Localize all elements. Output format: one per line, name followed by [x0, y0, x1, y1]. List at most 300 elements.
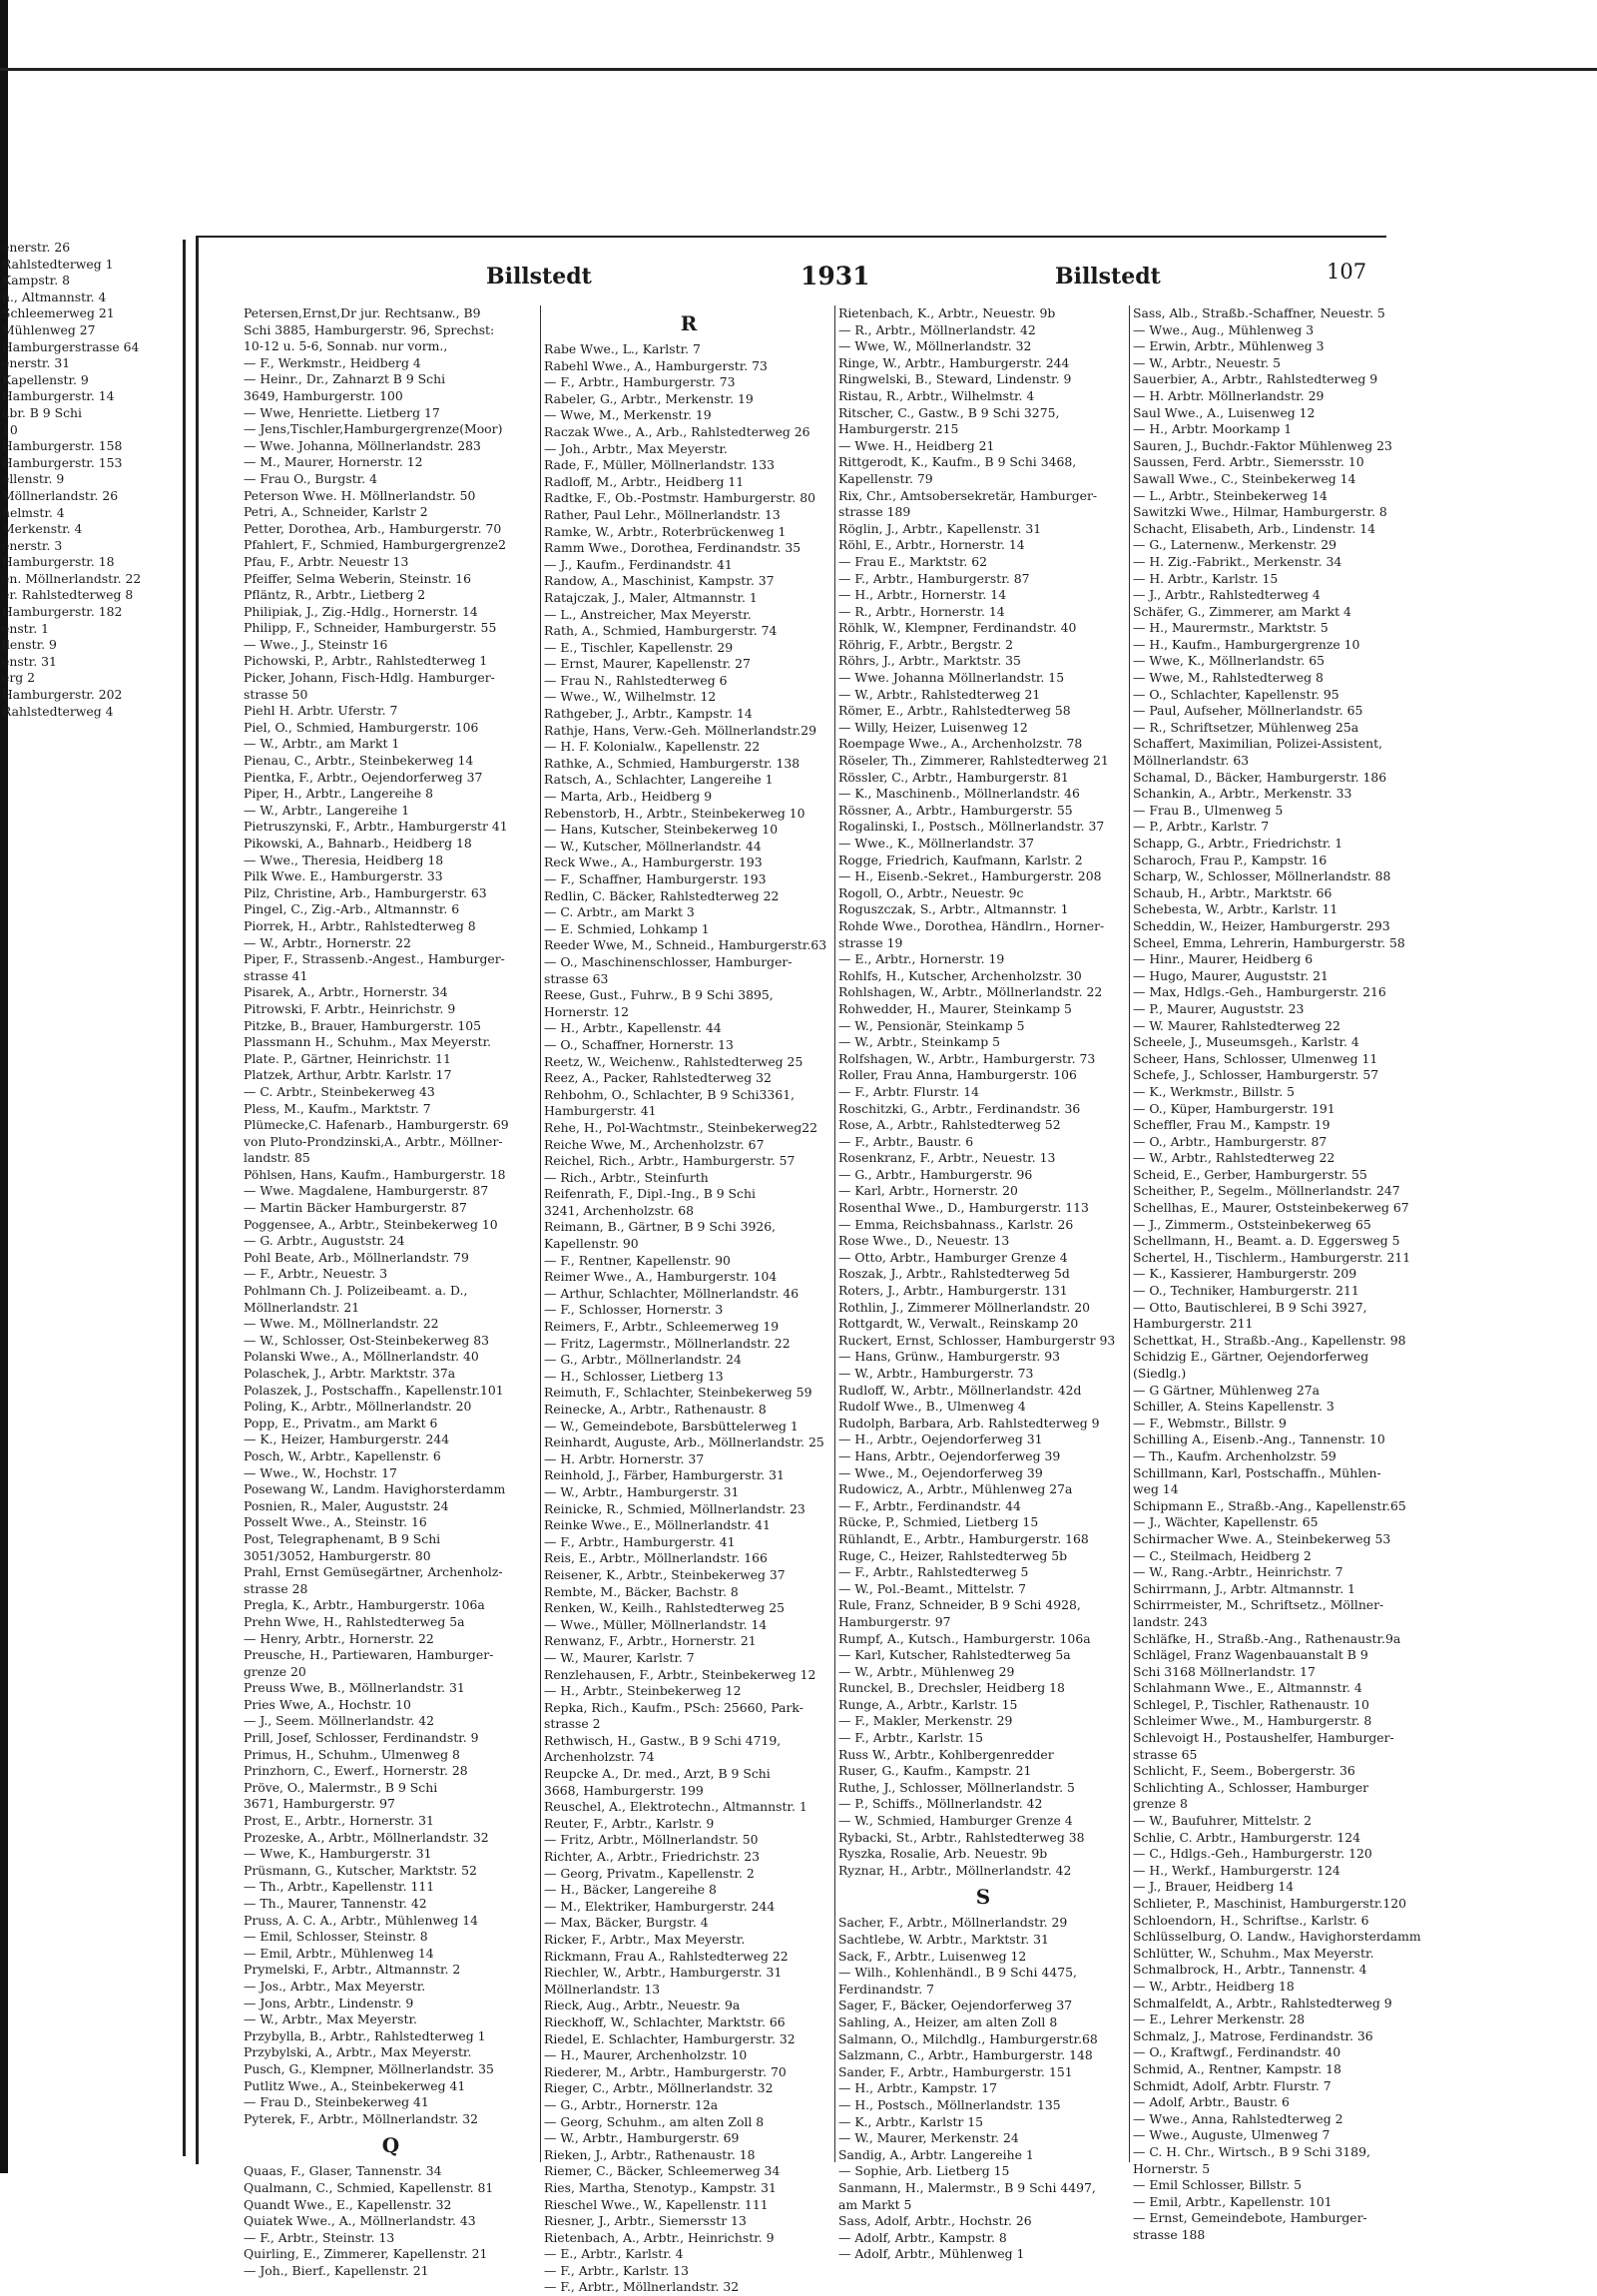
directory-entry: Rabeler, G., Arbtr., Merkenstr. 19: [544, 390, 754, 406]
directory-entry: Ringwelski, B., Steward, Lindenstr. 9: [838, 371, 1072, 387]
directory-entry: von Pluto-Prondzinski,A., Arbtr., Möllner-: [244, 1133, 503, 1149]
directory-entry: Sachtlebe, W. Arbtr., Marktstr. 31: [838, 1932, 1049, 1947]
directory-entry: Sawitzki Wwe., Hilmar, Hamburgerstr. 8: [1133, 504, 1387, 520]
directory-entry: landstr. 85: [244, 1150, 310, 1166]
directory-entry: — Otto, Arbtr., Hamburger Grenze 4: [838, 1249, 1068, 1265]
directory-entry: Poling, K., Arbtr., Möllnerlandstr. 20: [244, 1399, 472, 1415]
directory-entry: — Wwe., J., Steinstr 16: [244, 636, 388, 652]
directory-entry: Sandig, A., Arbtr. Langereihe 1: [838, 2146, 1034, 2162]
directory-entry: Ruthe, J., Schlosser, Möllnerlandstr. 5: [838, 1779, 1075, 1795]
directory-entry: — Otto, Bautischlerei, B 9 Schi 3927,: [1133, 1299, 1367, 1315]
directory-entry: Salmann, O., Milchdlg., Hamburgerstr.68: [838, 2030, 1098, 2046]
directory-entry: Schilling A., Eisenb.-Ang., Tannenstr. 10: [1133, 1432, 1385, 1447]
directory-entry: Radloff, M., Arbtr., Heidberg 11: [544, 473, 745, 489]
directory-entry: strasse 65: [1133, 1746, 1198, 1762]
directory-entry: Schlüsselburg, O. Landw., Havighorsterdamm: [1133, 1929, 1421, 1945]
directory-entry: — Wwe. Magdalene, Hamburgerstr. 87: [244, 1183, 489, 1199]
directory-entry: Przybylla, B., Arbtr., Rahlstedterweg 1: [244, 2027, 486, 2043]
directory-entry: Pitzke, B., Brauer, Hamburgerstr. 105: [244, 1017, 482, 1033]
directory-entry: Rybacki, St., Arbtr., Rahlstedterweg 38: [838, 1829, 1085, 1845]
directory-entry: — H., Arbtr. Moorkamp 1: [1133, 421, 1293, 437]
directory-entry: — Adolf, Arbtr., Mühlenweg 1: [838, 2246, 1025, 2262]
directory-entry: Reiche Wwe, M., Archenholzstr. 67: [544, 1136, 765, 1152]
directory-entry: — Th., Kaufm. Archenholzstr. 59: [1133, 1447, 1336, 1463]
directory-entry: — W., Arbtr., Max Meyerstr.: [244, 2011, 417, 2027]
directory-entry: Scheid, E., Gerber, Hamburgerstr. 55: [1133, 1166, 1367, 1182]
directory-entry: — W. Maurer, Rahlstedterweg 22: [1133, 1017, 1340, 1033]
directory-entry: Rose Wwe., D., Neuestr. 13: [838, 1233, 1010, 1249]
directory-entry: grenze 8: [1133, 1796, 1188, 1812]
directory-entry: Schefe, J., Schlosser, Hamburgerstr. 57: [1133, 1067, 1379, 1083]
directory-entry: — H. F. Kolonialw., Kapellenstr. 22: [544, 739, 761, 755]
directory-entry: — Ernst, Maurer, Kapellenstr. 27: [544, 656, 751, 672]
directory-entry: Reupcke A., Dr. med., Arzt, B 9 Schi: [544, 1766, 771, 1782]
directory-entry: — Wwe., Theresia, Heidberg 18: [244, 852, 444, 867]
directory-entry: Schlie, C. Arbtr., Hamburgerstr. 124: [1133, 1829, 1361, 1845]
directory-entry: — Henry, Arbtr., Hornerstr. 22: [244, 1630, 434, 1646]
directory-entry: — Emil Schlosser, Billstr. 5: [1133, 2177, 1302, 2193]
directory-entry: — Adolf, Arbtr., Baustr. 6: [1133, 2094, 1290, 2110]
directory-entry: — O., Schlachter, Kapellenstr. 95: [1133, 686, 1339, 702]
directory-entry: — Willy, Heizer, Luisenweg 12: [838, 719, 1028, 735]
directory-entry: — F., Rentner, Kapellenstr. 90: [544, 1252, 731, 1268]
directory-entry: Putlitz Wwe., A., Steinbekerweg 41: [244, 2077, 466, 2093]
directory-entry: Rudloff, W., Arbtr., Möllnerlandstr. 42d: [838, 1382, 1082, 1398]
directory-entry: 3649, Hamburgerstr. 100: [244, 387, 403, 403]
directory-entry: Schlieter, P., Maschinist, Hamburgerstr.120: [1133, 1896, 1406, 1911]
page-header: [199, 256, 1386, 299]
directory-entry: Plassmann H., Schuhm., Max Meyerstr.: [244, 1034, 492, 1050]
directory-entry: Rohlshagen, W., Arbtr., Möllnerlandstr. 22: [838, 984, 1103, 1000]
directory-entry: — Fritz, Arbtr., Möllnerlandstr. 50: [544, 1832, 759, 1848]
directory-entry: 3671, Hamburgerstr. 97: [244, 1796, 395, 1812]
directory-entry: — Hans, Grünw., Hamburgerstr. 93: [838, 1349, 1060, 1365]
directory-entry: Prehn Wwe, H., Rahlstedterweg 5a: [244, 1613, 465, 1629]
directory-entry: — G., Arbtr., Hornerstr. 12a: [544, 2096, 719, 2112]
directory-entry: 3051/3052, Hamburgerstr. 80: [244, 1547, 431, 1563]
directory-entry: — W., Gemeindebote, Barsbüttelerweg 1: [544, 1418, 798, 1434]
directory-entry: — Wwe, M., Rahlstedterweg 8: [1133, 670, 1324, 686]
directory-entry: Prüsmann, G., Kutscher, Marktstr. 52: [244, 1862, 477, 1878]
left-fragment-line: erg 2: [2, 670, 36, 686]
section-letter: R: [680, 311, 698, 335]
directory-entry: Runge, A., Arbtr., Karlstr. 15: [838, 1696, 1018, 1712]
page-number: 107: [1327, 260, 1367, 284]
directory-entry: Rather, Paul Lehr., Möllnerlandstr. 13: [544, 506, 781, 522]
directory-entry: Repka, Rich., Kaufm., PSch: 25660, Park-: [544, 1699, 803, 1715]
directory-entry: — F., Arbtr., Möllnerlandstr. 32: [544, 2279, 740, 2295]
directory-entry: Sahling, A., Heizer, am alten Zoll 8: [838, 2013, 1058, 2029]
directory-entry: Saul Wwe., A., Luisenweg 12: [1133, 404, 1316, 420]
directory-entry: Prahl, Ernst Gemüsegärtner, Archenholz-: [244, 1564, 503, 1580]
directory-entry: — Emil, Arbtr., Mühlenweg 14: [244, 1945, 434, 1961]
directory-entry: — H., Arbtr., Kapellenstr. 44: [544, 1020, 722, 1036]
directory-entry: — E., Tischler, Kapellenstr. 29: [544, 639, 734, 655]
directory-entry: 10-12 u. 5-6, Sonnab. nur vorm.,: [244, 338, 448, 354]
directory-entry: Rath, A., Schmied, Hamburgerstr. 74: [544, 623, 778, 639]
directory-entry: — O., Küper, Hamburgerstr. 191: [1133, 1100, 1335, 1116]
directory-entry: Möllnerlandstr. 63: [1133, 753, 1250, 769]
directory-entry: Prill, Josef, Schlosser, Ferdinandstr. 9: [244, 1730, 479, 1746]
directory-entry: Pless, M., Kaufm., Marktstr. 7: [244, 1100, 431, 1116]
directory-entry: Rogge, Friedrich, Kaufmann, Karlstr. 2: [838, 852, 1083, 867]
directory-entry: — F., Arbtr., Karlstr. 13: [544, 2262, 690, 2278]
directory-entry: Schlütter, W., Schuhm., Max Meyerstr.: [1133, 1945, 1374, 1961]
directory-entry: Ringe, W., Arbtr., Hamburgerstr. 244: [838, 354, 1070, 370]
directory-entry: — W., Arbtr., am Markt 1: [244, 736, 400, 752]
directory-entry: — W., Arbtr., Mühlenweg 29: [838, 1663, 1015, 1679]
directory-entry: Reimann, B., Gärtner, B 9 Schi 3926,: [544, 1219, 777, 1235]
directory-entry: Rathje, Hans, Verw.-Geh. Möllnerlandstr.29: [544, 722, 817, 738]
directory-entry: Schettkat, H., Straßb.-Ang., Kapellenstr. 98: [1133, 1332, 1406, 1348]
directory-entry: — W., Arbtr., Steinkamp 5: [838, 1034, 1001, 1050]
directory-entry: — Jens,Tischler,Hamburgergrenze(Moor): [244, 421, 503, 437]
directory-entry: Rix, Chr., Amtsobersekretär, Hamburger-: [838, 487, 1098, 503]
header-town-right: Billstedt: [1055, 264, 1161, 289]
directory-entry: — W., Baufuhrer, Mittelstr. 2: [1133, 1813, 1312, 1829]
left-fragment-line: enerstr. 31: [2, 355, 71, 371]
directory-entry: strasse 63: [544, 970, 609, 986]
directory-entry: — H., Maurer, Archenholzstr. 10: [544, 2047, 748, 2063]
directory-entry: Rössler, C., Arbtr., Hamburgerstr. 81: [838, 769, 1069, 785]
directory-entry: — Georg, Privatm., Kapellenstr. 2: [544, 1865, 755, 1881]
directory-entry: Prozeske, A., Arbtr., Möllnerlandstr. 32: [244, 1829, 489, 1845]
directory-entry: — F., Arbtr., Rahlstedterweg 5: [838, 1564, 1029, 1580]
directory-entry: — Wwe., W., Hochstr. 17: [244, 1464, 397, 1480]
left-fragment-line: Möllnerlandstr. 26: [2, 487, 119, 503]
directory-entry: Philipp, F., Schneider, Hamburgerstr. 55: [244, 620, 497, 636]
directory-entry: Röhl, E., Arbtr., Hornerstr. 14: [838, 537, 1025, 553]
directory-entry: — R., Schriftsetzer, Mühlenweg 25a: [1133, 719, 1359, 735]
directory-entry: Rosenkranz, F., Arbtr., Neuestr. 13: [838, 1150, 1056, 1166]
directory-entry: Ratsch, A., Schlachter, Langereihe 1: [544, 772, 774, 788]
directory-entry: — F., Arbtr., Ferdinandstr. 44: [838, 1497, 1021, 1513]
directory-entry: Raczak Wwe., A., Arb., Rahlstedterweg 26: [544, 423, 810, 439]
directory-entry: — E., Arbtr., Hornerstr. 19: [838, 951, 1005, 967]
directory-entry: — W., Rang.-Arbtr., Heinrichstr. 7: [1133, 1564, 1343, 1580]
directory-entry: Qualmann, C., Schmied, Kapellenstr. 81: [244, 2179, 494, 2195]
directory-entry: Riesner, J., Arbtr., Siemersstr 13: [544, 2213, 747, 2229]
directory-entry: Sauerbier, A., Arbtr., Rahlstedterweg 9: [1133, 371, 1378, 387]
directory-entry: Rittgerodt, K., Kaufm., B 9 Schi 3468,: [838, 454, 1077, 470]
directory-entry: — Georg, Schuhm., am alten Zoll 8: [544, 2113, 765, 2129]
directory-entry: Prost, E., Arbtr., Hornerstr. 31: [244, 1813, 434, 1829]
directory-entry: — W., Arbtr., Hamburgerstr. 69: [544, 2130, 740, 2146]
directory-entry: Rieck, Aug., Arbtr., Neuestr. 9a: [544, 1998, 741, 2013]
directory-entry: — J., Seem. Möllnerlandstr. 42: [244, 1713, 435, 1729]
directory-entry: — F., Schlosser, Hornerstr. 3: [544, 1302, 724, 1318]
directory-entry: Picker, Johann, Fisch-Hdlg. Hamburger-: [244, 670, 495, 686]
directory-entry: — C. Arbtr., am Markt 3: [544, 904, 695, 920]
directory-entry: Rabe Wwe., L., Karlstr. 7: [544, 341, 701, 356]
directory-entry: Post, Telegraphenamt, B 9 Schi: [244, 1530, 441, 1546]
directory-entry: Pruss, A. C. A., Arbtr., Mühlenweg 14: [244, 1912, 478, 1928]
directory-entry: Scheel, Emma, Lehrerin, Hamburgerstr. 58: [1133, 934, 1405, 950]
directory-entry: — Wwe., M., Oejendorferweg 39: [838, 1464, 1043, 1480]
directory-entry: — F., Arbtr., Steinstr. 13: [244, 2229, 395, 2245]
directory-entry: Posewang W., Landm. Havighorsterdamm: [244, 1481, 506, 1497]
left-fragment-line: Rahlstedterweg 4: [2, 703, 114, 719]
directory-entry: Redlin, C. Bäcker, Rahlstedterweg 22: [544, 887, 780, 903]
directory-entry: Pfeiffer, Selma Weberin, Steinstr. 16: [244, 570, 472, 586]
directory-entry: Posselt Wwe., A., Steinstr. 16: [244, 1514, 427, 1530]
directory-entry: Polaszek, J., Postschaffn., Kapellenstr.101: [244, 1382, 504, 1398]
directory-entry: — Emil, Schlosser, Steinstr. 8: [244, 1929, 428, 1945]
directory-entry: Ristau, R., Arbtr., Wilhelmstr. 4: [838, 387, 1035, 403]
directory-entry: — W., Schmied, Hamburger Grenze 4: [838, 1813, 1073, 1829]
directory-entry: — H. Arbtr. Hornerstr. 37: [544, 1450, 705, 1466]
directory-entry: Platzek, Arthur, Arbtr. Karlstr. 17: [244, 1067, 452, 1083]
directory-entry: Rosenthal Wwe., D., Hamburgerstr. 113: [838, 1200, 1089, 1216]
directory-entry: strasse 19: [838, 934, 903, 950]
directory-entry: Ritscher, C., Gastw., B 9 Schi 3275,: [838, 404, 1060, 420]
directory-entry: Rembte, M., Bäcker, Bachstr. 8: [544, 1583, 739, 1599]
directory-entry: Pilz, Christine, Arb., Hamburgerstr. 63: [244, 884, 487, 900]
directory-entry: Piel, O., Schmied, Hamburgerstr. 106: [244, 719, 479, 735]
left-fragment-line: Hamburgerstr. 202: [2, 687, 123, 703]
directory-entry: Rehe, H., Pol-Wachtmstr., Steinbekerweg22: [544, 1119, 818, 1135]
directory-entry: — F., Arbtr., Hamburgerstr. 41: [544, 1533, 736, 1549]
directory-entry: — Arthur, Schlachter, Möllnerlandstr. 46: [544, 1285, 799, 1301]
directory-entry: — Adolf, Arbtr., Kampstr. 8: [838, 2229, 1007, 2245]
directory-entry: — P., Arbtr., Karlstr. 7: [1133, 819, 1270, 835]
left-fragment-line: enstr. 1: [2, 620, 49, 636]
directory-entry: Sacher, F., Arbtr., Möllnerlandstr. 29: [838, 1915, 1068, 1931]
directory-entry: Schamal, D., Bäcker, Hamburgerstr. 186: [1133, 769, 1387, 785]
directory-entry: Reuter, F., Arbtr., Karlstr. 9: [544, 1815, 715, 1831]
directory-entry: — M., Maurer, Hornerstr. 12: [244, 454, 423, 470]
directory-entry: Rogalinski, I., Postsch., Möllnerlandstr. 37: [838, 819, 1105, 835]
directory-entry: Sander, F., Arbtr., Hamburgerstr. 151: [838, 2063, 1073, 2079]
left-fragment-line: Rahlstedterweg 1: [2, 256, 114, 272]
directory-entry: — F., Makler, Merkenstr. 29: [838, 1713, 1013, 1729]
left-fragment-line: Kampstr. 8: [2, 273, 70, 288]
directory-entry: — G. Arbtr., Auguststr. 24: [244, 1233, 405, 1249]
directory-entry: Pingel, C., Zig.-Arb., Altmannstr. 6: [244, 901, 460, 917]
directory-entry: Reifenrath, F., Dipl.-Ing., B 9 Schi: [544, 1186, 756, 1202]
directory-entry: — F., Arbtr., Karlstr. 15: [838, 1730, 984, 1746]
directory-entry: — F., Schaffner, Hamburgerstr. 193: [544, 871, 767, 886]
directory-entry: Kapellenstr. 90: [544, 1236, 639, 1252]
directory-entry: Reisener, K., Arbtr., Steinbekerweg 37: [544, 1566, 786, 1582]
directory-entry: Schaffert, Maximilian, Polizei-Assistent,: [1133, 736, 1383, 752]
directory-entry: Sass, Adolf, Arbtr., Hochstr. 26: [838, 2213, 1032, 2229]
directory-entry: Piorrek, H., Arbtr., Rahlstedterweg 8: [244, 917, 476, 933]
directory-entry: — F., Arbtr., Hamburgerstr. 73: [544, 374, 736, 390]
header-town-left: Billstedt: [486, 264, 592, 289]
directory-entry: Hornerstr. 12: [544, 1003, 629, 1019]
directory-entry: Ramke, W., Arbtr., Roterbrückenweg 1: [544, 523, 787, 539]
directory-entry: Rietenbach, A., Arbtr., Heinrichstr. 9: [544, 2229, 775, 2245]
directory-entry: Petter, Dorothea, Arb., Hamburgerstr. 70: [244, 520, 502, 536]
directory-entry: Schacht, Elisabeth, Arb., Lindenstr. 14: [1133, 520, 1375, 536]
directory-entry: — H., Maurermstr., Marktstr. 5: [1133, 620, 1329, 636]
directory-entry: Ryznar, H., Arbtr., Möllnerlandstr. 42: [838, 1862, 1072, 1878]
directory-entry: am Markt 5: [838, 2196, 912, 2212]
directory-entry: Schertel, H., Tischlerm., Hamburgerstr. 211: [1133, 1249, 1411, 1265]
directory-entry: Römer, E., Arbtr., Rahlstedterweg 58: [838, 703, 1071, 719]
directory-entry: — W., Arbtr., Heidberg 18: [1133, 1978, 1295, 1994]
directory-entry: — F., Webmstr., Billstr. 9: [1133, 1415, 1287, 1431]
directory-entry: — Wilh., Kohlenhändl., B 9 Schi 4475,: [838, 1965, 1077, 1981]
directory-entry: — E., Lehrer Merkenstr. 28: [1133, 2011, 1306, 2027]
directory-entry: — Wwe. H., Heidberg 21: [838, 437, 995, 453]
directory-entry: — G., Arbtr., Möllnerlandstr. 24: [544, 1352, 742, 1368]
directory-entry: Schmidt, Adolf, Arbtr. Flurstr. 7: [1133, 2077, 1331, 2093]
directory-entry: Quandt Wwe., E., Kapellenstr. 32: [244, 2196, 452, 2212]
directory-entry: Rudowicz, A., Arbtr., Mühlenweg 27a: [838, 1481, 1073, 1497]
directory-entry: Rothlin, J., Zimmerer Möllnerlandstr. 20: [838, 1299, 1090, 1315]
directory-entry: — W., Arbtr., Hamburgerstr. 31: [544, 1483, 740, 1499]
directory-entry: Scharoch, Frau P., Kampstr. 16: [1133, 852, 1328, 867]
directory-entry: Polaschek, J., Arbtr. Marktstr. 37a: [244, 1366, 456, 1381]
directory-entry: Riederer, M., Arbtr., Hamburgerstr. 70: [544, 2063, 787, 2079]
directory-entry: — W., Pol.-Beamt., Mittelstr. 7: [838, 1580, 1027, 1596]
directory-entry: — Emma, Reichsbahnass., Karlstr. 26: [838, 1216, 1074, 1232]
directory-entry: Möllnerlandstr. 21: [244, 1299, 360, 1315]
directory-entry: — Wwe., Aug., Mühlenweg 3: [1133, 321, 1315, 337]
directory-columns: [199, 305, 1421, 2295]
left-fragment-line: enstr. 31: [2, 653, 57, 669]
directory-entry: Roguszczak, S., Arbtr., Altmannstr. 1: [838, 901, 1069, 917]
directory-entry: Poggensee, A., Arbtr., Steinbekerweg 10: [244, 1216, 498, 1232]
directory-entry: — W., Maurer, Karlstr. 7: [544, 1649, 695, 1665]
directory-entry: — W., Arbtr., Neuestr. 5: [1133, 354, 1282, 370]
directory-entry: — Joh., Bierf., Kapellenstr. 21: [244, 2262, 429, 2278]
directory-entry: — J., Kaufm., Ferdinandstr. 41: [544, 556, 733, 572]
directory-entry: — R., Arbtr., Hornerstr. 14: [838, 603, 1005, 619]
directory-entry: Ruckert, Ernst, Schlosser, Hamburgerstr 93: [838, 1332, 1116, 1348]
directory-entry: Reichel, Rich., Arbtr., Hamburgerstr. 57: [544, 1153, 796, 1169]
directory-entry: Pienau, C., Arbtr., Steinbekerweg 14: [244, 753, 474, 769]
directory-entry: Rule, Franz, Schneider, B 9 Schi 4928,: [838, 1597, 1081, 1613]
left-fragment-line: Mühlenweg 27: [2, 321, 96, 337]
directory-entry: strasse 41: [244, 967, 308, 983]
left-fragment-line: ellenstr. 9: [2, 471, 65, 487]
directory-entry: Quirling, E., Zimmerer, Kapellenstr. 21: [244, 2246, 488, 2262]
directory-entry: — Wwe., Anna, Rahlstedterweg 2: [1133, 2110, 1343, 2126]
directory-entry: Röhrs, J., Arbtr., Marktstr. 35: [838, 653, 1021, 669]
directory-entry: — H., Bäcker, Langereihe 8: [544, 1882, 717, 1898]
directory-entry: Hamburgerstr. 215: [838, 421, 959, 437]
directory-entry: Schankin, A., Arbtr., Merkenstr. 33: [1133, 786, 1352, 802]
directory-entry: Schirmacher Wwe. A., Steinbekerweg 53: [1133, 1530, 1391, 1546]
header-year: 1931: [800, 262, 870, 290]
directory-entry: Schirrmann, J., Arbtr. Altmannstr. 1: [1133, 1580, 1355, 1596]
directory-entry: — H. Arbtr. Möllnerlandstr. 29: [1133, 387, 1325, 403]
directory-entry: Renzlehausen, F., Arbtr., Steinbekerweg 12: [544, 1666, 816, 1682]
directory-entry: Plate. P., Gärtner, Heinrichstr. 11: [244, 1050, 451, 1066]
directory-entry: Reimer Wwe., A., Hamburgerstr. 104: [544, 1269, 778, 1285]
directory-entry: Pohl Beate, Arb., Möllnerlandstr. 79: [244, 1249, 469, 1265]
directory-entry: — K., Heizer, Hamburgerstr. 244: [244, 1432, 450, 1447]
directory-entry: — W., Arbtr., Langereihe 1: [244, 802, 410, 818]
directory-entry: Pohlmann Ch. J. Polizeibeamt. a. D.,: [244, 1283, 468, 1299]
directory-entry: — G., Laternenw., Merkenstr. 29: [1133, 537, 1337, 553]
directory-entry: grenze 20: [244, 1663, 306, 1679]
directory-entry: Renken, W., Keilh., Rahlstedterweg 25: [544, 1600, 786, 1616]
directory-entry: strasse 2: [544, 1716, 601, 1732]
directory-entry: — Emil, Arbtr., Kapellenstr. 101: [1133, 2193, 1332, 2209]
directory-entry: — W., Kutscher, Möllnerlandstr. 44: [544, 838, 762, 854]
directory-entry: Ramm Wwe., Dorothea, Ferdinandstr. 35: [544, 540, 801, 556]
directory-entry: — W., Maurer, Merkenstr. 24: [838, 2130, 1019, 2146]
directory-entry: Schi 3168 Möllnerlandstr. 17: [1133, 1663, 1316, 1679]
directory-entry: Schmalfeldt, A., Arbtr., Rahlstedterweg 9: [1133, 1995, 1392, 2010]
directory-entry: — H. Arbtr., Karlstr. 15: [1133, 570, 1279, 586]
directory-entry: Roschitzki, G., Arbtr., Ferdinandstr. 36: [838, 1100, 1081, 1116]
directory-entry: Riedel, E. Schlachter, Hamburgerstr. 32: [544, 2030, 796, 2046]
directory-entry: Schlägel, Franz Wagenbauanstalt B 9: [1133, 1647, 1368, 1663]
directory-entry: Reinicke, R., Schmied, Möllnerlandstr. 23: [544, 1500, 805, 1516]
left-fragment-line: enerstr. 26: [2, 240, 71, 255]
directory-entry: Ruge, C., Heizer, Rahlstedterweg 5b: [838, 1547, 1068, 1563]
directory-entry: — M., Elektriker, Hamburgerstr. 244: [544, 1898, 776, 1914]
directory-entry: Roempage Wwe., A., Archenholzstr. 78: [838, 736, 1083, 752]
directory-entry: Schleimer Wwe., M., Hamburgerstr. 8: [1133, 1713, 1372, 1729]
left-fragment-line: Schleemerweg 21: [2, 305, 115, 321]
directory-entry: Rabehl Wwe., A., Hamburgerstr. 73: [544, 357, 768, 373]
directory-entry: Rühlandt, E., Arbtr., Hamburgerstr. 168: [838, 1530, 1089, 1546]
directory-entry: Pfau, F., Arbtr. Neuestr 13: [244, 553, 409, 569]
directory-entry: Roters, J., Arbtr., Hamburgerstr. 131: [838, 1283, 1068, 1299]
directory-entry: Runckel, B., Drechsler, Heidberg 18: [838, 1680, 1065, 1696]
directory-entry: Popp, E., Privatm., am Markt 6: [244, 1415, 438, 1431]
directory-entry: weg 14: [1133, 1481, 1179, 1497]
directory-entry: Rietenbach, K., Arbtr., Neuestr. 9b: [838, 305, 1056, 320]
column-3: [834, 305, 1128, 2262]
directory-entry: — H., Postsch., Möllnerlandstr. 135: [838, 2096, 1061, 2112]
directory-entry: — H., Eisenb.-Sekret., Hamburgerstr. 208: [838, 868, 1102, 884]
directory-entry: Sawall Wwe., C., Steinbekerweg 14: [1133, 470, 1356, 486]
directory-entry: — Frau E., Marktstr. 62: [838, 553, 988, 569]
left-fragment-line: Merkenstr. 4: [2, 521, 83, 537]
directory-entry: — O., Arbtr., Hamburgerstr. 87: [1133, 1133, 1328, 1149]
directory-entry: Rohwedder, H., Maurer, Steinkamp 5: [838, 1000, 1072, 1016]
scan-top-border: [0, 68, 1597, 71]
directory-entry: — Wwe, Henriette. Lietberg 17: [244, 404, 440, 420]
directory-entry: Hamburgerstr. 41: [544, 1103, 657, 1119]
directory-entry: Reinhardt, Auguste, Arb., Möllnerlandstr. 25: [544, 1435, 824, 1450]
directory-entry: — Hinr., Maurer, Heidberg 6: [1133, 951, 1314, 967]
directory-entry: Möllnerlandstr. 13: [544, 1981, 661, 1997]
directory-entry: — Hans, Kutscher, Steinbekerweg 10: [544, 822, 779, 838]
left-fragment-line: Hamburgerstrasse 64: [2, 338, 140, 354]
directory-entry: Quaas, F., Glaser, Tannenstr. 34: [244, 2163, 442, 2179]
directory-entry: Hornerstr. 5: [1133, 2160, 1211, 2176]
left-fragment-line: Hamburgerstr. 18: [2, 554, 115, 570]
directory-entry: Schipmann E., Straßb.-Ang., Kapellenstr.65: [1133, 1497, 1406, 1513]
directory-entry: Scharp, W., Schlosser, Möllnerlandstr. 88: [1133, 868, 1391, 884]
directory-entry: — Jons, Arbtr., Lindenstr. 9: [244, 1995, 414, 2010]
left-fragment-line: abr. B 9 Schi: [2, 404, 82, 420]
left-fragment-line: helmstr. 4: [2, 504, 65, 520]
directory-entry: Schlegel, P., Tischler, Rathenaustr. 10: [1133, 1696, 1369, 1712]
directory-entry: Prinzhorn, C., Ewerf., Hornerstr. 28: [244, 1763, 468, 1779]
directory-entry: — C., Steilmach, Heidberg 2: [1133, 1547, 1312, 1563]
directory-entry: Rottgardt, W., Verwalt., Reinskamp 20: [838, 1316, 1079, 1332]
directory-entry: — K., Maschinenb., Möllnerlandstr. 46: [838, 786, 1080, 802]
left-fragment-line: Kapellenstr. 9: [2, 371, 89, 387]
directory-entry: — Wwe, K., Möllnerlandstr. 65: [1133, 653, 1326, 669]
directory-entry: Posch, W., Arbtr., Kapellenstr. 6: [244, 1447, 441, 1463]
directory-entry: — H., Werkf., Hamburgerstr. 124: [1133, 1862, 1340, 1878]
directory-entry: — Th., Arbtr., Kapellenstr. 111: [244, 1879, 435, 1895]
directory-entry: — J., Wächter, Kapellenstr. 65: [1133, 1514, 1319, 1530]
directory-entry: Rose, A., Arbtr., Rahlstedterweg 52: [838, 1117, 1061, 1133]
directory-entry: — G Gärtner, Mühlenweg 27a: [1133, 1382, 1320, 1398]
directory-entry: — H., Arbtr., Kampstr. 17: [838, 2080, 997, 2096]
